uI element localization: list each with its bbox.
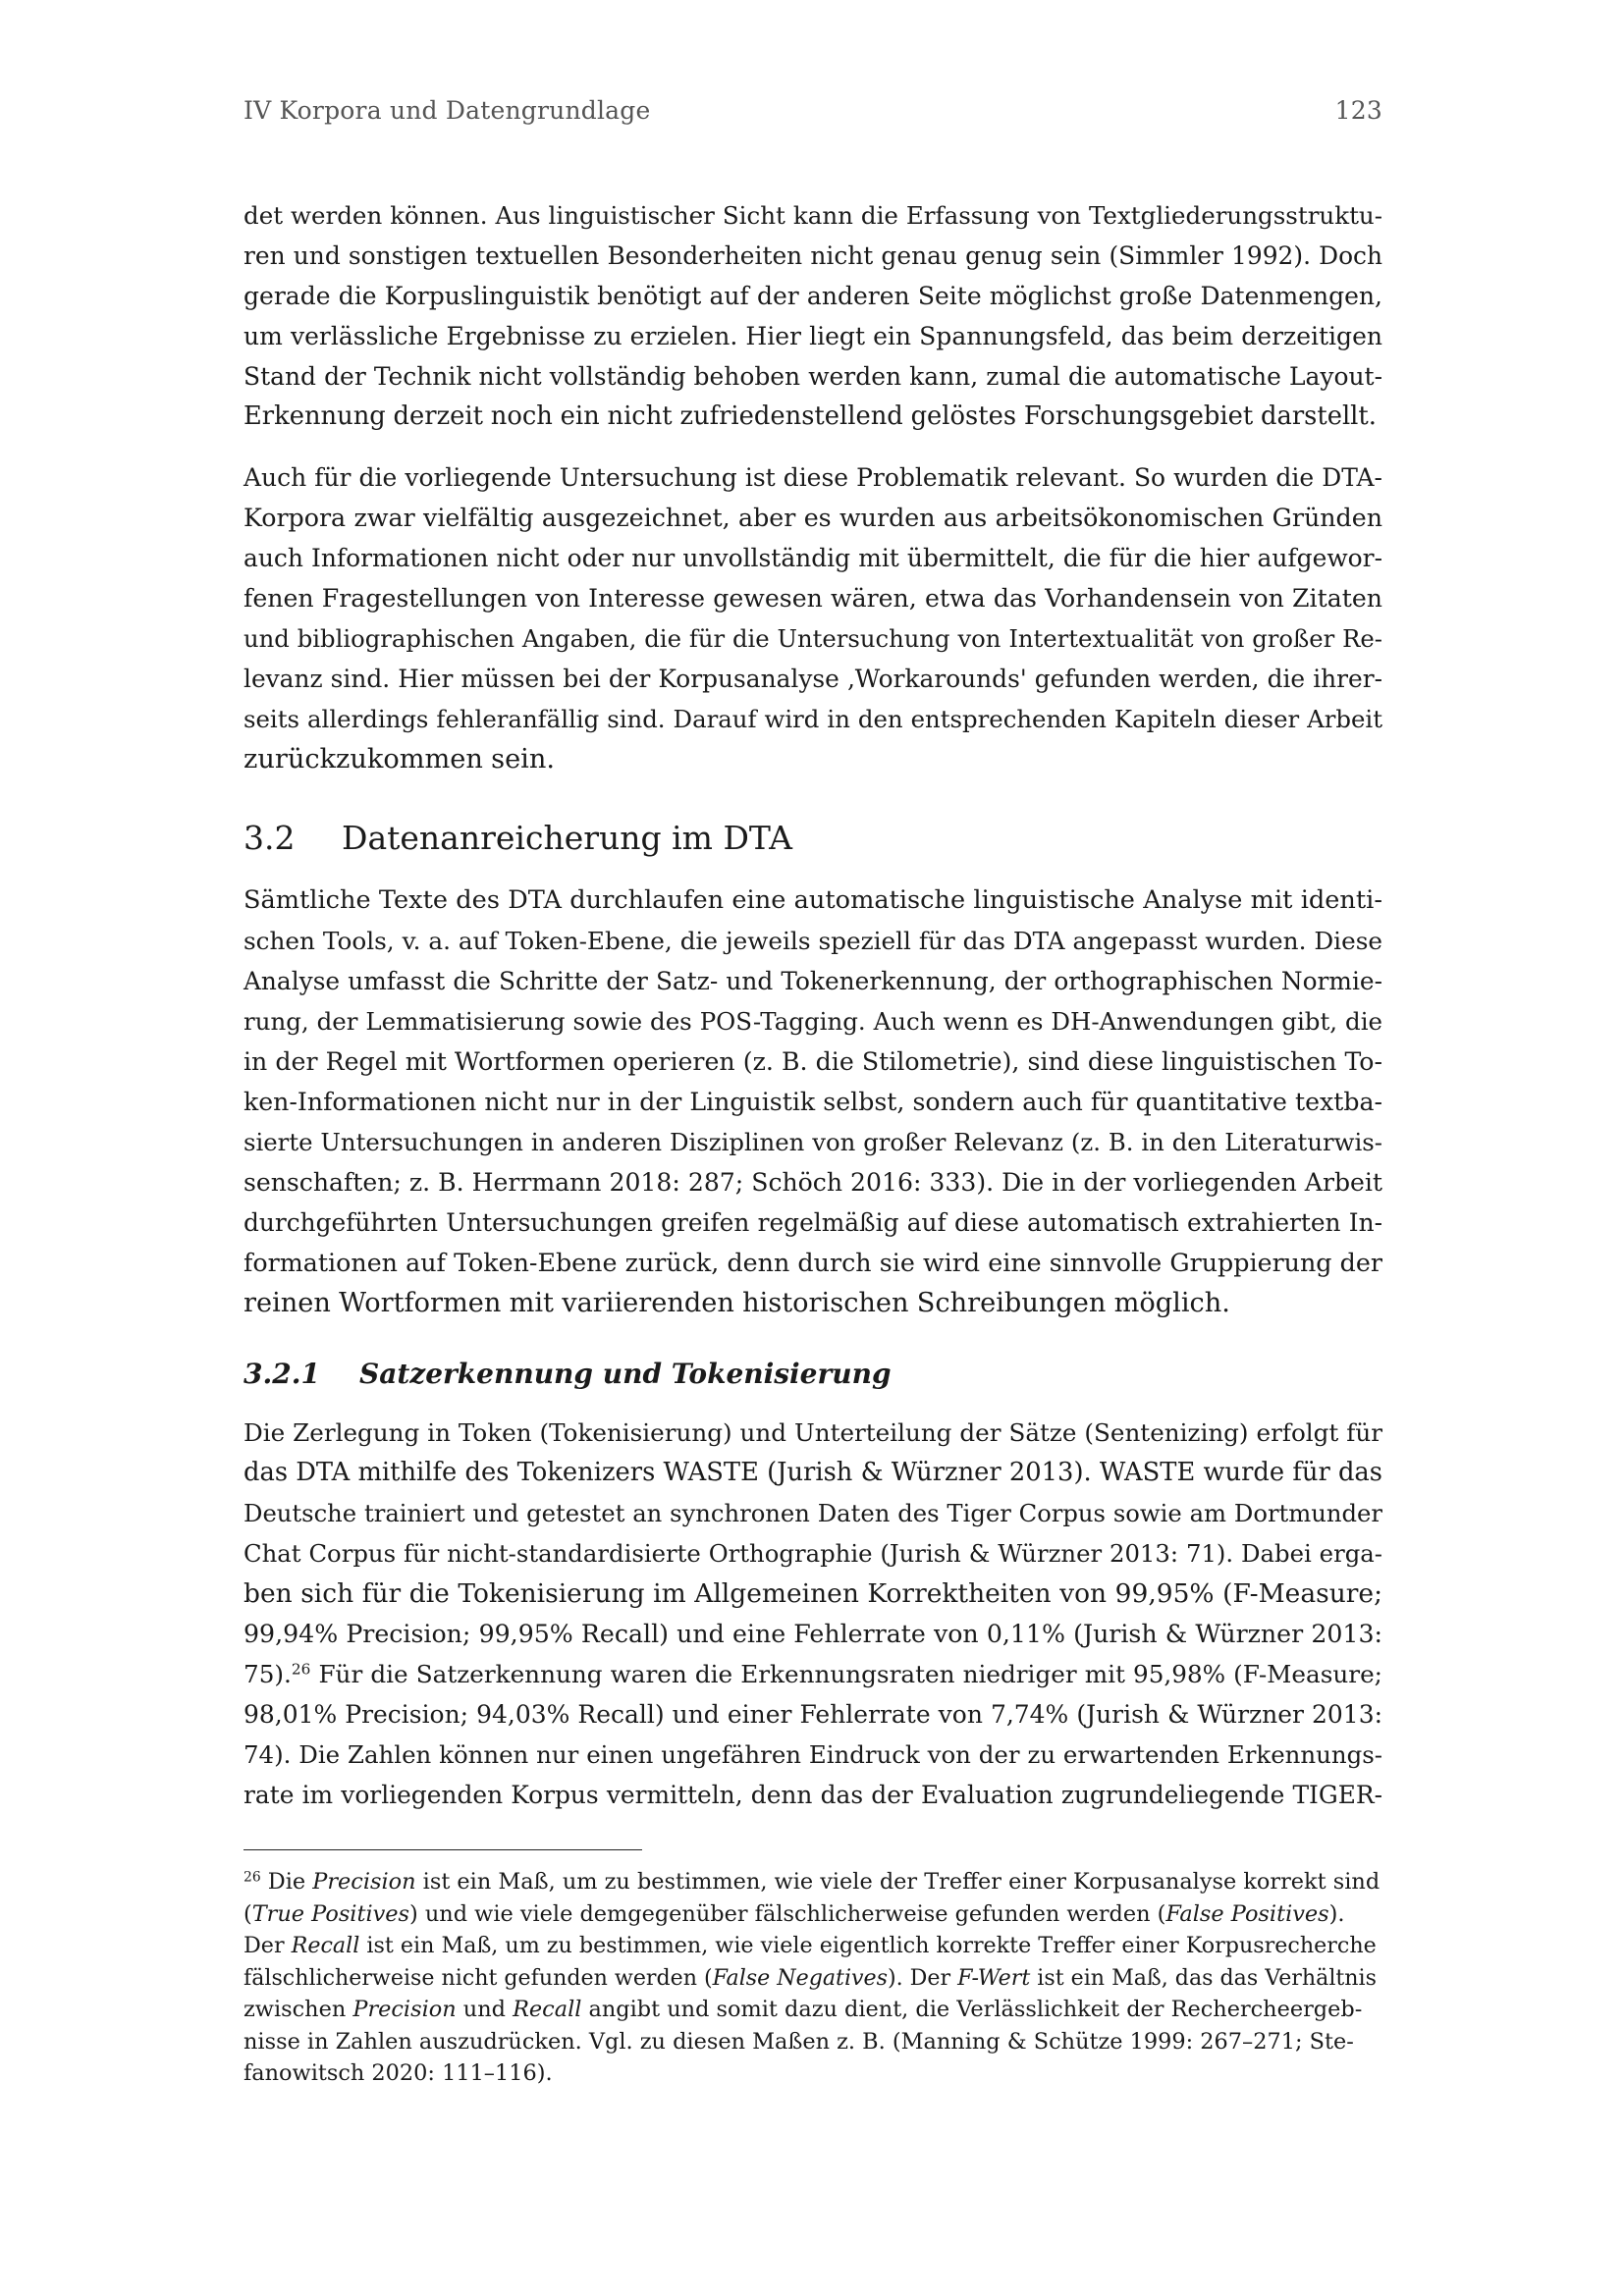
italic-term: False Positives [1165,1900,1329,1927]
text-fragment: Für die Satzerkennung waren die Erkennungsraten niedriger mit 95,98% (F-Measure; [310,1660,1382,1688]
text-line: zurückzukommen sein. [244,744,556,774]
text-line: ken-Informationen nicht nur in der Linguistik selbst, sondern auch für quantitative textba- [244,1088,1382,1116]
footnote-mark: 26 [244,1869,261,1886]
text-fragment: ist ein Maß, um zu bestimmen, wie viele der Treffer einer Korpusanalyse korrekt sind [415,1869,1380,1895]
text-fragment: zwischen [244,1997,353,2022]
text-line: auch Informationen nicht oder nur unvollständig mit übermittelt, die für die hier aufgewor- [244,544,1382,572]
footnote-line [244,1962,1382,1995]
text-fragment: ). [1328,1900,1345,1927]
text-line: das DTA mithilfe des Tokenizers WASTE (Jurish & Würzner 2013). WASTE wurde für das [244,1458,1382,1487]
text-line: rate im vorliegenden Korpus vermitteln, denn das der Evaluation zugrundeliegende TIGER- [244,1781,1382,1809]
subsection-heading [244,1355,892,1394]
italic-term: True Positives [251,1900,410,1927]
text-line: sierte Untersuchungen in anderen Disziplinen von großer Relevanz (z. B. in den Literaturwis- [244,1128,1382,1156]
text-fragment: Der [244,1933,292,1958]
footnote-line [244,1930,1382,1962]
italic-term: False Negatives [712,1964,888,1991]
text-line: formationen auf Token-Ebene zurück, denn durch sie wird eine sinnvolle Gruppierung der [244,1248,1382,1277]
page-number: 123 [1334,96,1382,125]
text-line: Stand der Technik nicht vollständig behoben werden kann, zumal die automatische Layout- [244,362,1382,391]
text-line: Auch für die vorliegende Untersuchung ist diese Problematik relevant. So wurden die DTA- [244,463,1382,492]
text-line: fenen Fragestellungen von Interesse gewesen wären, etwa das Vorhandensein von Zitaten [244,584,1382,613]
paragraph-4 [244,1413,1382,1815]
subsection-title: Satzerkennung und Tokenisierung [359,1358,892,1390]
text-fragment: 75). [244,1660,292,1688]
text-line: gerade die Korpuslinguistik benötigt auf der anderen Seite möglichst große Datenmengen, [244,282,1382,310]
footnote-line: nisse in Zahlen auszudrücken. Vgl. zu diesen Maßen z. B. (Manning & Schütze 1999: 267–271; Ste- [244,2028,1354,2055]
italic-term: F-Wert [957,1964,1031,1991]
text-line: in der Regel mit Wortformen operieren (z. B. die Stilometrie), sind diese linguistischen To- [244,1047,1382,1076]
text-line: seits allerdings fehleranfällig sind. Darauf wird in den entsprechenden Kapiteln dieser Arbeit [244,705,1382,733]
text-line: Deutsche trainiert und getestet an synchronen Daten des Tiger Corpus sowie am Dortmunder [244,1499,1382,1527]
text-line: und bibliographischen Angaben, die für die Untersuchung von Intertextualität von großer Re- [244,624,1382,653]
text-fragment: ( [244,1900,252,1927]
text-line: 99,94% Precision; 99,95% Recall) und eine Fehlerrate von 0,11% (Jurish & Würzner 2013: [244,1620,1382,1648]
italic-term: Precision [352,1997,457,2022]
text-fragment: ist ein Maß, das das Verhältnis [1030,1964,1377,1991]
text-line: 98,01% Precision; 94,03% Recall) und einer Fehlerrate von 7,74% (Jurish & Würzner 2013: [244,1700,1382,1729]
footnote-line [244,1898,1382,1931]
text-line: Chat Corpus für nicht-standardisierte Orthographie (Jurish & Würzner 2013: 71). Dabei erga- [244,1539,1382,1568]
text-line-with-footnote-ref [244,1654,1382,1694]
footnote-separator [244,1849,642,1850]
section-number: 3.2 [244,819,296,857]
italic-term: Recall [291,1933,360,1958]
text-line: ren und sonstigen textuellen Besonderheiten nicht genau genug sein (Simmler 1992). Doch [244,241,1382,270]
text-fragment: ). Der [887,1964,958,1991]
text-line: det werden können. Aus linguistischer Sicht kann die Erfassung von Textgliederungsstruktu- [244,201,1382,230]
paragraph-1 [244,195,1382,437]
text-line: ben sich für die Tokenisierung im Allgemeinen Korrektheiten von 99,95% (F-Measure; [244,1578,1382,1609]
footnote-26 [244,1866,1382,2090]
text-line: rung, der Lemmatisierung sowie des POS-Tagging. Auch wenn es DH-Anwendungen gibt, die [244,1007,1382,1036]
text-line: levanz sind. Hier müssen bei der Korpusanalyse ‚Workarounds' gefunden werden, die ihrer- [244,665,1382,693]
paragraph-2 [244,457,1382,779]
text-fragment: ) und wie viele demgegenüber fälschlicherweise gefunden werden ( [409,1900,1166,1927]
text-line: durchgeführten Untersuchungen greifen regelmäßig auf diese automatisch extrahierten In- [244,1208,1382,1237]
text-line: Die Zerlegung in Token (Tokenisierung) und Unterteilung der Sätze (Sentenizing) erfolgt für [244,1418,1382,1447]
section-title: Datenanreicherung im DTA [342,819,792,857]
text-line: Erkennung derzeit noch ein nicht zufriedenstellend gelöstes Forschungsgebiet darstellt. [244,401,1377,431]
paragraph-3 [244,881,1382,1323]
subsection-number: 3.2.1 [244,1358,320,1390]
footnote-line [244,1866,1382,1898]
footnote-line [244,1994,1382,2026]
running-title: IV Korpora und Datengrundlage [244,96,651,125]
text-line: Sämtliche Texte des DTA durchlaufen eine automatische linguistische Analyse mit identi- [244,885,1382,915]
italic-term: Precision [312,1869,416,1895]
text-fragment: angibt und somit dazu dient, die Verlässlichkeit der Rechercheergeb- [581,1997,1363,2022]
text-line: Analyse umfasst die Schritte der Satz- und Tokenerkennung, der orthographischen Normie- [244,967,1382,995]
text-line: 74). Die Zahlen können nur einen ungefähren Eindruck von der zu erwartenden Erkennungs- [244,1740,1382,1769]
text-fragment: Die [260,1869,313,1895]
running-header [244,96,1382,135]
text-line: reinen Wortformen mit variierenden historischen Schreibungen möglich. [244,1288,1230,1318]
text-fragment: ist ein Maß, um zu bestimmen, wie viele eigentlich korrekte Treffer einer Korpusrecherche [359,1933,1377,1958]
italic-term: Recall [513,1997,582,2022]
text-fragment: fälschlicherweise nicht gefunden werden ( [244,1964,713,1991]
text-line: um verlässliche Ergebnisse zu erzielen. Hier liegt ein Spannungsfeld, das beim derzeitigen [244,322,1382,350]
section-heading [244,817,792,860]
footnote-reference[interactable]: 26 [291,1660,311,1679]
footnote-line: fanowitsch 2020: 111–116). [244,2060,553,2086]
text-fragment: und [456,1997,514,2022]
text-line: senschaften; z. B. Herrmann 2018: 287; Schöch 2016: 333). Die in der vorliegenden Arbeit [244,1168,1382,1197]
text-line: schen Tools, v. a. auf Token-Ebene, die jeweils speziell für das DTA angepasst wurden. Diese [244,927,1382,955]
text-line: Korpora zwar vielfältig ausgezeichnet, aber es wurden aus arbeitsökonomischen Gründen [244,504,1382,532]
